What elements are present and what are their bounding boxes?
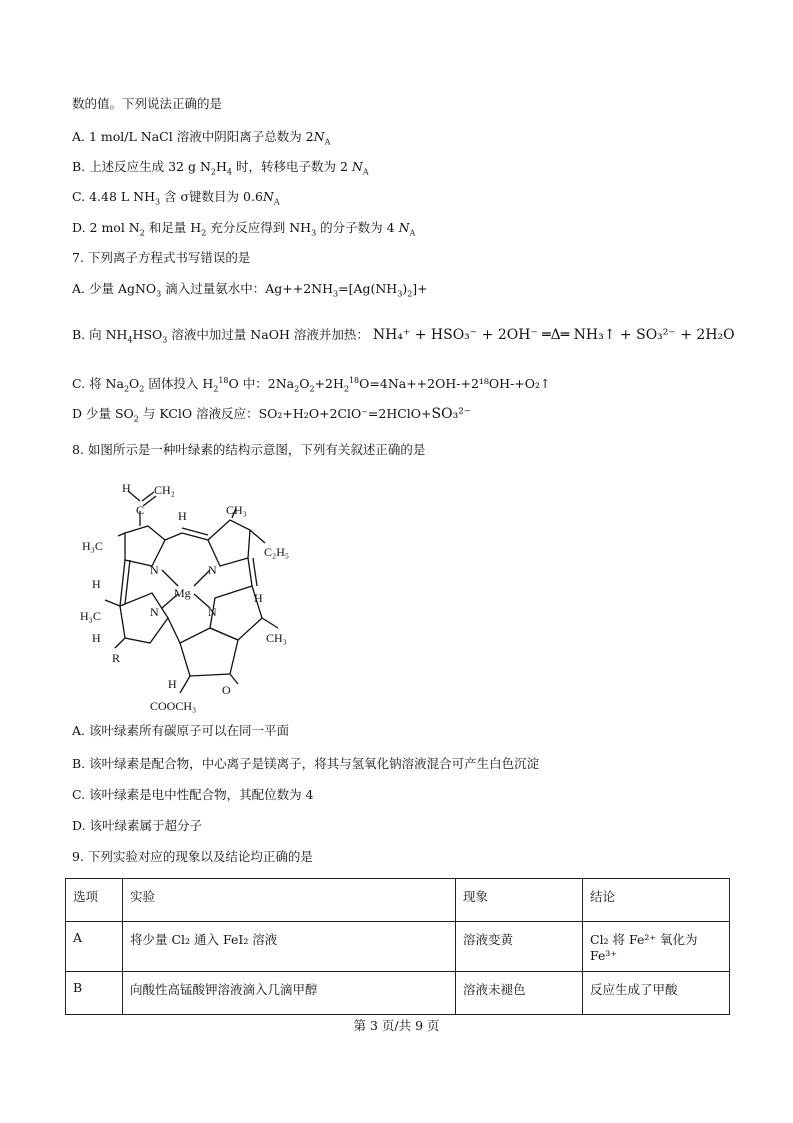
atom-labels: [80, 481, 289, 713]
q7-d-equation: SO₃²⁻: [431, 406, 472, 422]
bond-lines: [105, 491, 278, 693]
atom-label: H₃C: [82, 539, 103, 553]
q6-option-a: A. 1 mol/L NaCl 溶液中阴阳离子总数为 $2N_A$: [72, 129, 331, 147]
atom-label: C₂H₅: [264, 545, 290, 559]
q8-option-b: B. 该叶绿素是配合物，中心离子是镁离子，将其与氢氧化钠溶液混合可产生白色沉淀: [72, 756, 540, 771]
q8-stem: 8. 如图所示是一种叶绿素的结构示意图，下列有关叙述正确的是: [72, 442, 426, 457]
atom-label: N: [208, 605, 217, 619]
table-cell: 反应生成了甲酸: [583, 972, 730, 1015]
q8-option-a: A. 该叶绿素所有碳原子可以在同一平面: [72, 723, 289, 738]
q7-option-d: D 少量 $SO_2$ 与 KClO 溶液反应：SO₂+H₂O+2ClO⁻=2HClO+SO₃²⁻: [72, 406, 472, 424]
table-cell: 溶液变黄: [456, 922, 583, 972]
atom-label: R: [112, 651, 121, 665]
q7-option-c: C. 将 $Na_2O_2$ 固体投入 $H_2^{18}O$ 中：$2Na_2O_2+2H_2^{18}O=4Na++2OH-+2^{18}OH-+O_2↑$: [72, 376, 551, 394]
atom-label: O: [222, 683, 231, 697]
table-cell: 向酸性高锰酸钾溶液滴入几滴甲醇: [123, 972, 456, 1015]
q6-option-d: D. 2 mol $N_2$ 和足量 $H_2$ 充分反应得到 $NH_3$ 的分子数为 4 $N_A$: [72, 220, 416, 238]
table-cell: Cl₂ 将 Fe²⁺ 氧化为 Fe³⁺: [583, 922, 730, 972]
q7-option-b: B. 向 $NH_4HSO_3$ 溶液中加过量 NaOH 溶液并加热： NH₄⁺ + HSO₃⁻ + 2OH⁻ ═Δ═ NH₃↑ + SO₃²⁻ + 2H₂O: [72, 327, 735, 345]
q6-option-c: C. 4.48 L $NH_3$ 含 σ键数目为 $0.6N_A$: [72, 189, 280, 207]
atom-label: C: [136, 503, 145, 517]
atom-label: H₃C: [80, 609, 101, 623]
atom-label: H: [122, 481, 131, 495]
table-cell: B: [66, 972, 123, 1015]
q7-stem: 7. 下列离子方程式书写错误的是: [72, 250, 251, 265]
table-cell: 溶液未褪色: [456, 972, 583, 1015]
atom-label: Mg: [174, 586, 191, 600]
atom-label: H: [168, 677, 177, 691]
table-header-row: [66, 879, 730, 922]
table-header: 实验: [123, 879, 456, 922]
q6-option-b: B. 上述反应生成 32 g $N_2H_4$ 时，转移电子数为 2 $N_A$: [72, 159, 369, 177]
q7-option-a: A. 少量 AgNO$_3$ 滴入过量氨水中：$Ag++2NH_3=[Ag(NH_3)_2]+$: [72, 281, 428, 299]
q6-intro: 数的值。下列说法正确的是: [72, 96, 223, 111]
atom-label: H: [254, 591, 263, 605]
atom-label: N: [150, 605, 159, 619]
table-cell: A: [66, 922, 123, 972]
atom-label: N: [150, 563, 159, 577]
q8-option-d: D. 该叶绿素属于超分子: [72, 818, 203, 833]
q7-b-equation: NH₄⁺ + HSO₃⁻ + 2OH⁻ ═Δ═ NH₃↑ + SO₃²⁻ + 2H₂O: [372, 327, 735, 343]
q9-stem: 9. 下列实验对应的现象以及结论均正确的是: [72, 849, 313, 864]
atom-label: H: [92, 577, 101, 591]
atom-label: H: [178, 509, 187, 523]
atom-label: CH₂: [154, 483, 175, 497]
chlorophyll-structure-diagram: [70, 478, 310, 718]
q8-option-c: C. 该叶绿素是电中性配合物，其配位数为 4: [72, 787, 314, 802]
table-cell: 将少量 Cl₂ 通入 FeI₂ 溶液: [123, 922, 456, 972]
table-header: 选项: [66, 879, 123, 922]
q9-table: [65, 878, 730, 1015]
table-header: 结论: [583, 879, 730, 922]
page-footer: 第 3 页/共 9 页: [353, 1018, 440, 1033]
table-row: [66, 922, 730, 972]
atom-label: H: [92, 631, 101, 645]
atom-label: CH₃: [226, 503, 247, 517]
atom-label: N: [208, 563, 217, 577]
table-header: 现象: [456, 879, 583, 922]
table-row: [66, 972, 730, 1015]
atom-label: COOCH₃: [150, 699, 197, 713]
atom-label: CH₃: [266, 631, 287, 645]
